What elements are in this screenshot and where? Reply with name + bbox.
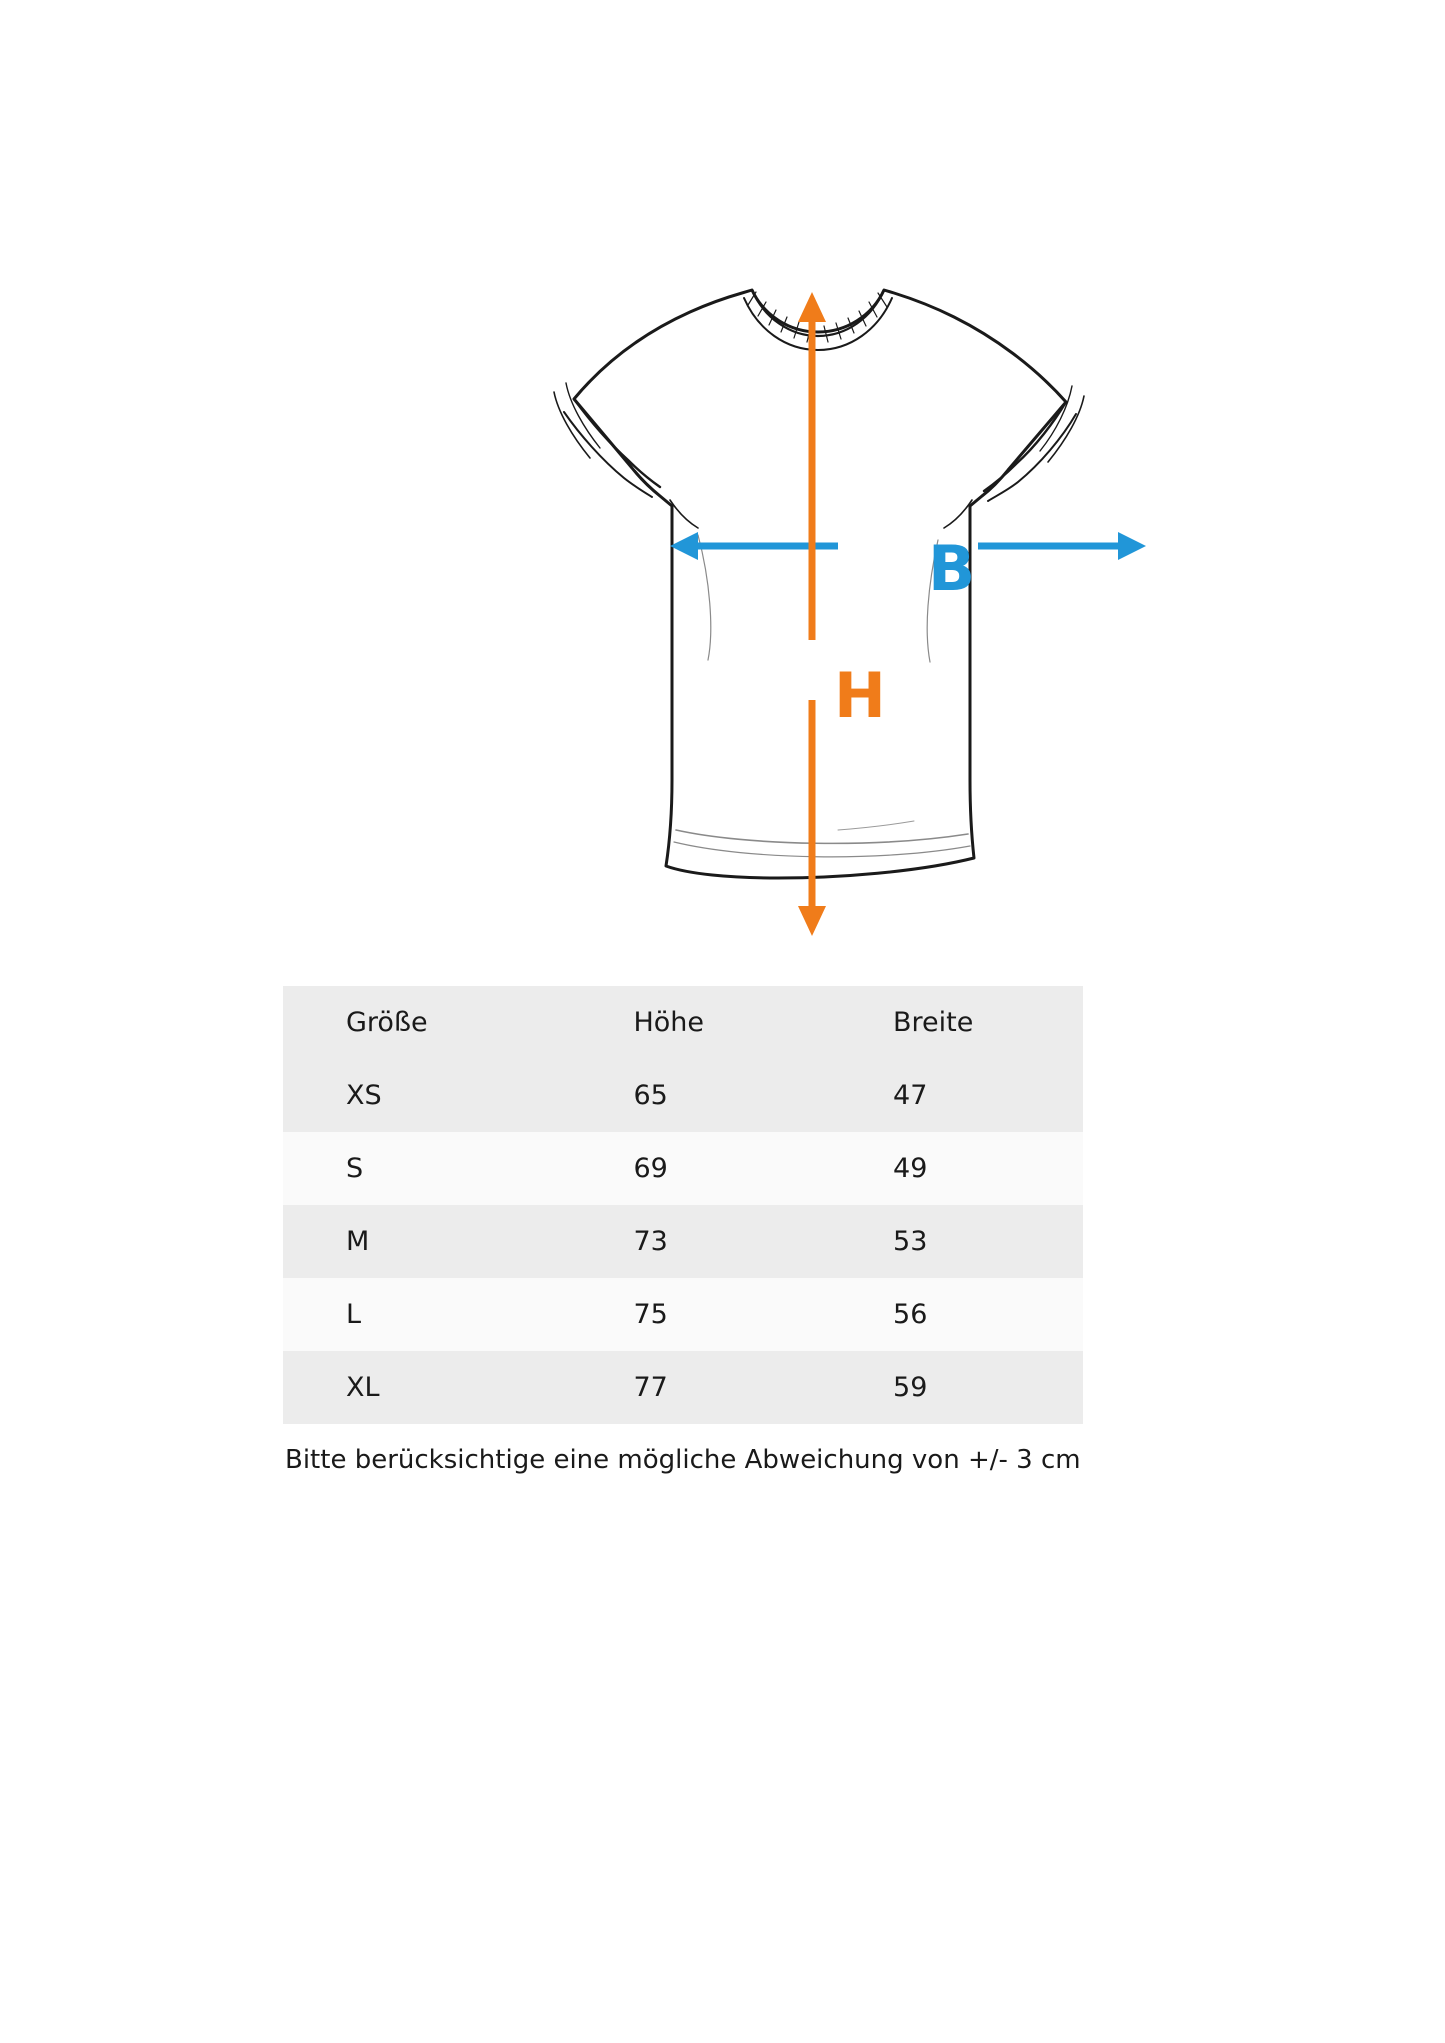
table-header-row (283, 986, 1083, 1059)
cell-size: XS (346, 1080, 382, 1111)
column-header-height: Höhe (633, 1007, 705, 1038)
cell-height: 77 (633, 1372, 668, 1403)
cell-width: 59 (893, 1372, 928, 1403)
table-row (283, 1132, 1083, 1205)
height-label: H (834, 659, 886, 732)
cell-width: 56 (893, 1299, 928, 1330)
cell-width: 53 (893, 1226, 928, 1257)
table-row (283, 1205, 1083, 1278)
cell-height: 65 (633, 1080, 668, 1111)
height-arrow (798, 292, 826, 936)
deviation-note: Bitte berücksichtige eine mögliche Abweichung von +/- 3 cm (285, 1445, 1081, 1475)
table-row (283, 1351, 1083, 1424)
cell-size: XL (346, 1372, 380, 1403)
cell-width: 47 (893, 1080, 928, 1111)
cell-width: 49 (893, 1153, 928, 1184)
cell-size: M (346, 1226, 370, 1257)
cell-height: 69 (633, 1153, 668, 1184)
width-arrow (670, 532, 1146, 560)
tshirt-illustration (278, 140, 1158, 950)
column-header-size: Größe (346, 1007, 428, 1038)
table-row (283, 1278, 1083, 1351)
column-header-width: Breite (893, 1007, 974, 1038)
cell-height: 75 (633, 1299, 668, 1330)
table-row (283, 1059, 1083, 1132)
size-table (283, 986, 1083, 1424)
width-label: B (928, 532, 976, 605)
cell-size: L (346, 1299, 362, 1330)
tshirt-measurement-diagram (278, 140, 1158, 950)
cell-size: S (346, 1153, 364, 1184)
cell-height: 73 (633, 1226, 668, 1257)
